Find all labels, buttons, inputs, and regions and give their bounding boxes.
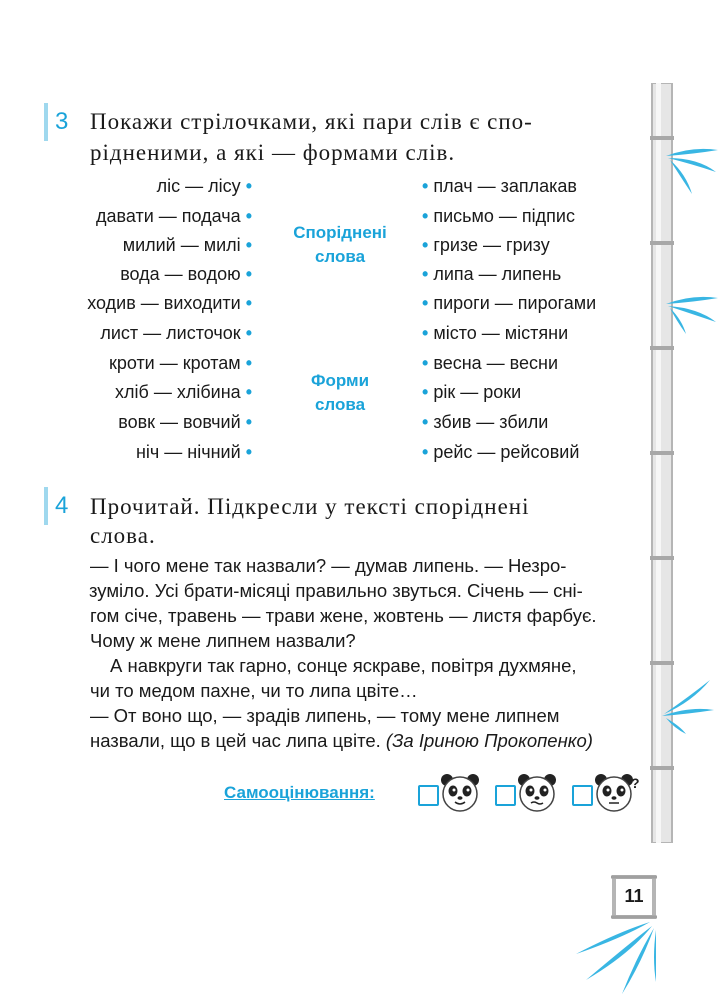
word-pair-left[interactable]: вода — водою • xyxy=(120,264,252,284)
word-pair-right[interactable]: • гризе — гризу xyxy=(422,235,550,255)
bamboo-leaf-icon xyxy=(664,290,720,336)
connection-dot[interactable]: • xyxy=(422,382,429,402)
connection-dot[interactable]: • xyxy=(245,176,252,196)
word-pair-right[interactable]: • весна — весни xyxy=(422,353,559,373)
word-pair-left[interactable]: милий — милі • xyxy=(122,235,252,255)
bamboo-leaf-icon xyxy=(660,676,716,736)
connection-dot[interactable]: • xyxy=(422,235,429,255)
story-line-last: назвали, що в цей час липа цвіте. (За Іриною Прокопенко) xyxy=(90,730,593,751)
word-pair-left[interactable]: давати — подача • xyxy=(96,206,252,226)
task-4-marker-bar xyxy=(44,487,48,525)
story-line: А навкруги так гарно, сонце яскраве, повітря духмяне, xyxy=(110,655,577,676)
connection-dot[interactable]: • xyxy=(422,206,429,226)
task-4-title-line-1: Прочитай. Підкресли у тексті споріднені xyxy=(90,494,530,519)
story-line: гом січе, травень — трави жене, жовтень — листя фарбує. xyxy=(90,605,597,626)
bamboo-leaf-icon xyxy=(572,918,662,998)
task-4-number: 4 xyxy=(55,492,69,519)
word-pair-left[interactable]: ніч — нічний • xyxy=(135,442,252,462)
story-line: — І чого мене так назвали? — думав липень. — Незро- xyxy=(90,555,567,576)
word-pair-right[interactable]: • письмо — підпис xyxy=(422,206,575,226)
self-evaluation-label: Самооцінювання: xyxy=(224,783,375,802)
svg-text:?: ? xyxy=(631,775,640,791)
story-text xyxy=(90,553,642,753)
task-3-title-line-1: Покажи стрілочками, які пари слів є спо- xyxy=(90,109,533,134)
story-line: — От воно що, — зрадів липень, — тому мене липнем xyxy=(90,705,560,726)
word-pair-left[interactable]: ходив — виходити • xyxy=(87,293,252,313)
story-line: чи то медом пахне, чи то липа цвіте… xyxy=(90,680,418,701)
word-pair-left[interactable]: кроти — кротам • xyxy=(108,353,252,373)
connection-dot[interactable]: • xyxy=(245,382,252,402)
panda-neutral-icon xyxy=(516,772,558,812)
panda-confused-icon xyxy=(593,772,641,812)
word-pair-right[interactable]: • рік — роки xyxy=(422,382,522,402)
connection-dot[interactable]: • xyxy=(245,353,252,373)
story-line: Чому ж мене липнем назвали? xyxy=(90,630,356,651)
connection-dot[interactable]: • xyxy=(245,412,252,432)
word-pair-right[interactable]: • збив — збили xyxy=(422,412,549,432)
connection-dot[interactable]: • xyxy=(422,412,429,432)
connection-dot[interactable]: • xyxy=(422,353,429,373)
word-pair-left[interactable]: хліб — хлібина • xyxy=(115,382,252,402)
connection-dot[interactable]: • xyxy=(422,176,429,196)
task-3-marker-bar xyxy=(44,103,48,141)
word-pair-right[interactable]: • пироги — пирогами xyxy=(422,293,597,313)
word-pair-left[interactable]: ліс — лісу • xyxy=(156,176,252,196)
connection-dot[interactable]: • xyxy=(422,264,429,284)
task-4-title-line-2: слова. xyxy=(90,523,156,548)
connection-dot[interactable]: • xyxy=(245,442,252,462)
word-pair-left[interactable]: лист — листочок • xyxy=(100,323,252,343)
connection-dot[interactable]: • xyxy=(245,264,252,284)
connection-dot[interactable]: • xyxy=(245,323,252,343)
connection-dot[interactable]: • xyxy=(245,235,252,255)
panda-happy-icon xyxy=(439,772,481,812)
bamboo-leaf-icon xyxy=(664,138,720,198)
word-pair-left[interactable]: вовк — вовчий • xyxy=(118,412,252,432)
attribution: (За Іриною Прокопенко) xyxy=(385,730,593,751)
page-number: 11 xyxy=(624,886,644,906)
word-pair-right[interactable]: • плач — заплакав xyxy=(422,176,577,196)
connection-dot[interactable]: • xyxy=(422,442,429,462)
connection-dot[interactable]: • xyxy=(422,293,429,313)
category-related-words[interactable]: Споріднені слова xyxy=(293,223,387,266)
self-evaluation-checkbox-3[interactable] xyxy=(572,785,593,806)
word-pair-right[interactable]: • липа — липень xyxy=(422,264,562,284)
category-word-forms[interactable]: Форми слова xyxy=(310,371,370,414)
connection-dot[interactable]: • xyxy=(245,206,252,226)
task-3-title-line-2: рідненими, а які — формами слів. xyxy=(90,140,456,165)
word-pair-right[interactable]: • місто — містяни xyxy=(422,323,569,343)
word-pair-right[interactable]: • рейс — рейсовий xyxy=(422,442,580,462)
self-evaluation-checkbox-1[interactable] xyxy=(418,785,439,806)
self-evaluation-checkbox-2[interactable] xyxy=(495,785,516,806)
connection-dot[interactable]: • xyxy=(422,323,429,343)
connection-dot[interactable]: • xyxy=(245,293,252,313)
task-3-number: 3 xyxy=(55,108,69,135)
story-line: зуміло. Усі брати-місяці правильно звуться. Січень — сні- xyxy=(89,580,583,601)
